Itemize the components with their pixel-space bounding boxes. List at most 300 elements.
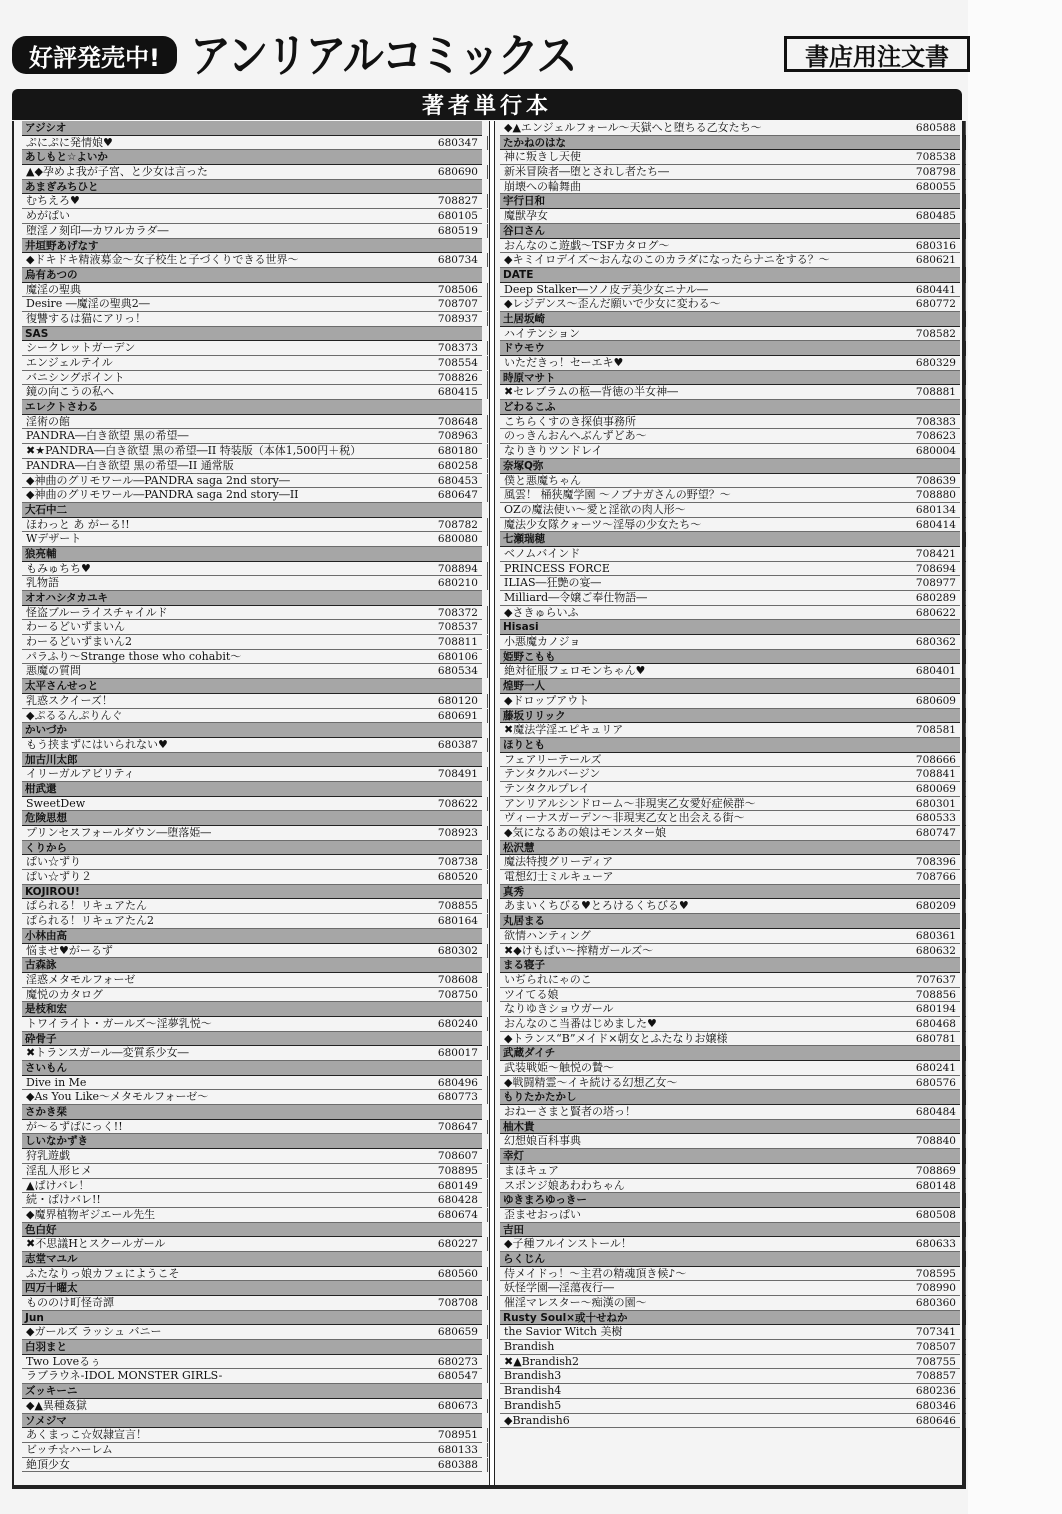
- book-title: ◆さきゅらいふ: [504, 605, 579, 619]
- order-code: 708607: [437, 1150, 478, 1163]
- quantity-box[interactable]: [965, 1237, 990, 1251]
- quantity-box[interactable]: [965, 1179, 990, 1193]
- book-title: わーるどいずまいん2: [26, 635, 132, 649]
- order-code: 680621: [915, 254, 956, 267]
- title-row: [22, 855, 482, 870]
- title-row: [500, 1414, 960, 1429]
- title-row: [500, 209, 960, 224]
- quantity-box[interactable]: [965, 855, 990, 869]
- title-row: [500, 518, 960, 533]
- quantity-box[interactable]: [965, 811, 990, 825]
- quantity-box[interactable]: [965, 870, 990, 884]
- book-title: ◆ガールズ ラッシュ バニー: [26, 1325, 162, 1339]
- book-title: 小悪魔カノジョ: [504, 635, 581, 649]
- quantity-box[interactable]: [965, 1399, 990, 1413]
- quantity-box[interactable]: [965, 723, 990, 737]
- order-code: 680273: [437, 1355, 478, 1368]
- order-code: 680133: [437, 1443, 478, 1456]
- order-code: 680468: [915, 1017, 956, 1030]
- order-code: 680329: [915, 357, 956, 369]
- quantity-box[interactable]: [965, 121, 990, 135]
- title-row: [22, 1017, 482, 1032]
- order-code: 680236: [915, 1385, 956, 1398]
- book-title: まほキュア: [504, 1163, 559, 1177]
- quantity-box[interactable]: [965, 944, 990, 958]
- title-row: [500, 444, 960, 459]
- quantity-box[interactable]: [965, 797, 990, 811]
- order-code: 708639: [915, 474, 956, 487]
- page-header: [12, 29, 962, 83]
- title-row: [22, 1325, 482, 1340]
- author-heading: 奈塚Q弥: [500, 459, 960, 474]
- book-title: 風雲！ 桶狭魔学園 ～ノブナガさんの野望？～: [504, 488, 731, 502]
- order-code: 708608: [437, 973, 478, 986]
- title-row: [22, 899, 482, 914]
- book-title: ぱられる！リキュアたん2: [26, 914, 154, 928]
- quantity-box[interactable]: [487, 1443, 512, 1457]
- title-row: [500, 591, 960, 606]
- order-code: 708755: [915, 1355, 956, 1368]
- order-code: 680659: [437, 1326, 478, 1339]
- author-heading: DATE: [500, 268, 960, 283]
- order-code: 708647: [437, 1120, 478, 1133]
- title-row: [500, 180, 960, 195]
- quantity-box[interactable]: [965, 1355, 990, 1369]
- title-row: [22, 1355, 482, 1370]
- book-title: ◆ぷるるんぷりんぐ: [26, 708, 123, 722]
- author-heading: 是枝和宏: [22, 1002, 482, 1017]
- book-title: 魔獣孕女: [504, 209, 548, 223]
- book-title: Two Loveるぅ: [26, 1354, 102, 1368]
- author-heading: 古森詠: [22, 958, 482, 973]
- quantity-box[interactable]: [965, 1134, 990, 1148]
- title-row: [22, 709, 482, 724]
- title-row: [22, 650, 482, 665]
- order-code: 708707: [437, 298, 478, 311]
- quantity-box[interactable]: [965, 1164, 990, 1178]
- quantity-box[interactable]: [965, 1105, 990, 1119]
- book-title: ◆ドロップアウト: [504, 693, 590, 707]
- title-row: [500, 797, 960, 812]
- title-row: [500, 1237, 960, 1252]
- book-title: むちえろ♥: [26, 194, 80, 208]
- title-row: [22, 826, 482, 841]
- title-row: [500, 1399, 960, 1414]
- on-sale-badge: 好評発売中!: [12, 36, 177, 74]
- title-row: [500, 973, 960, 988]
- order-code: 708937: [437, 312, 478, 325]
- order-code: 708880: [915, 489, 956, 502]
- quantity-box[interactable]: [965, 1208, 990, 1222]
- quantity-box[interactable]: [965, 1061, 990, 1075]
- order-code: 708383: [915, 415, 956, 428]
- book-title: わーるどいずまいん: [26, 620, 125, 634]
- quantity-box[interactable]: [965, 562, 990, 576]
- book-title: 電想幻士ミルキューア: [504, 870, 614, 884]
- author-heading: KOJIROU!: [22, 885, 482, 900]
- title-row: [22, 738, 482, 753]
- book-title: 怪盗ブルーライスチャイルド: [26, 605, 168, 619]
- book-title: シークレットガーデン: [26, 341, 136, 355]
- quantity-box[interactable]: [487, 1428, 512, 1442]
- title-row: [22, 356, 482, 371]
- quantity-box[interactable]: [965, 694, 990, 708]
- title-row: [500, 855, 960, 870]
- title-row: [500, 694, 960, 709]
- quantity-box[interactable]: [965, 150, 990, 164]
- book-title: 侍メイドっ！～主君の精魂頂き候♪～: [504, 1266, 687, 1280]
- quantity-box[interactable]: [965, 488, 990, 502]
- title-row: [22, 664, 482, 679]
- quantity-box[interactable]: [965, 327, 990, 341]
- quantity-box[interactable]: [965, 415, 990, 429]
- title-row: [22, 620, 482, 635]
- order-code: 708507: [915, 1341, 956, 1354]
- title-row: [500, 415, 960, 430]
- title-row: [500, 562, 960, 577]
- book-title: バニシングポイント: [26, 370, 125, 384]
- order-code: 708506: [437, 283, 478, 296]
- quantity-box[interactable]: [965, 503, 990, 517]
- quantity-box[interactable]: [965, 165, 990, 179]
- title-row: [500, 1267, 960, 1282]
- author-heading: オオハシタカユキ: [22, 591, 482, 606]
- title-row: [22, 870, 482, 885]
- order-code: 680347: [437, 136, 478, 149]
- title-row: [500, 503, 960, 518]
- title-row: [22, 1458, 482, 1473]
- title-row: [22, 1296, 482, 1311]
- author-heading: 宇行日和: [500, 194, 960, 209]
- book-title: SweetDew: [26, 796, 86, 810]
- quantity-box[interactable]: [965, 591, 990, 605]
- quantity-box[interactable]: [965, 1340, 990, 1354]
- book-title: 魔法特捜グリーディア: [504, 855, 614, 869]
- imprint-logo: アンリアルコミックス: [190, 29, 576, 83]
- quantity-box[interactable]: [965, 1267, 990, 1281]
- title-row: [500, 1076, 960, 1091]
- book-title: こちらくすのき探偵事務所: [504, 414, 636, 428]
- quantity-box[interactable]: [965, 444, 990, 458]
- book-title: Desire ―魔淫の聖典2―: [26, 297, 150, 311]
- book-title: パラふり～Strange those who cohabit～: [26, 649, 242, 663]
- title-row: [500, 121, 960, 136]
- order-code: 708869: [915, 1164, 956, 1177]
- book-title: 魔悦のカタログ: [26, 987, 103, 1001]
- title-row: [500, 723, 960, 738]
- author-heading: さいもん: [22, 1061, 482, 1076]
- title-row: [22, 1267, 482, 1282]
- author-heading: もりたかたかし: [500, 1090, 960, 1105]
- order-code: 680194: [915, 1003, 956, 1016]
- quantity-box[interactable]: [965, 899, 990, 913]
- quantity-box[interactable]: [487, 1458, 512, 1472]
- quantity-box[interactable]: [965, 1002, 990, 1016]
- order-code: 680547: [437, 1370, 478, 1383]
- title-row: [22, 914, 482, 929]
- title-row: [22, 988, 482, 1003]
- book-title: PRINCESS FORCE: [504, 561, 610, 575]
- book-title: 復讐するは猫にアリっ！: [26, 311, 147, 325]
- author-heading: アジシオ: [22, 121, 482, 136]
- quantity-box[interactable]: [965, 283, 990, 297]
- title-row: [22, 1369, 482, 1384]
- order-code: 680069: [915, 782, 956, 795]
- order-code: 708782: [437, 518, 478, 531]
- order-code: 708840: [915, 1135, 956, 1148]
- order-code: 680227: [437, 1238, 478, 1251]
- catalog-column-right: [500, 121, 960, 1428]
- title-row: [500, 988, 960, 1003]
- order-code: 680106: [437, 650, 478, 663]
- quantity-box[interactable]: [965, 253, 990, 267]
- title-row: [500, 356, 960, 371]
- order-code: 680401: [915, 665, 956, 678]
- book-title: 僕と悪魔ちゃん: [504, 473, 581, 487]
- book-title: が～るずぱにっく!!: [26, 1119, 123, 1133]
- title-row: [22, 209, 482, 224]
- book-title: 鏡の向こうの私へ: [26, 385, 114, 399]
- author-heading: ほりとも: [500, 738, 960, 753]
- book-title: Brandish4: [504, 1384, 562, 1398]
- book-title: 絶頂少女: [26, 1457, 70, 1471]
- section-title-text: 著者単行本: [421, 94, 552, 119]
- author-heading: どわるこふ: [500, 400, 960, 415]
- order-code: 708396: [915, 856, 956, 869]
- quantity-box[interactable]: [965, 782, 990, 796]
- book-title: 堕淫ノ刻印―カワルカラダ―: [26, 223, 169, 237]
- title-row: [22, 1164, 482, 1179]
- book-title: 妖怪学園―淫蕩夜行―: [504, 1281, 614, 1295]
- quantity-box[interactable]: [965, 180, 990, 194]
- quantity-box[interactable]: [965, 518, 990, 532]
- book-title: テンタクルバージン: [504, 767, 601, 781]
- quantity-box[interactable]: [965, 1076, 990, 1090]
- quantity-box[interactable]: [965, 239, 990, 253]
- author-heading: SAS: [22, 327, 482, 342]
- quantity-box[interactable]: [965, 547, 990, 561]
- book-title: おんなのこ遊戯～TSFカタログ～: [504, 238, 670, 252]
- quantity-box[interactable]: [965, 606, 990, 620]
- order-code: 708750: [437, 988, 478, 1001]
- author-heading: かいづか: [22, 723, 482, 738]
- title-row: [500, 165, 960, 180]
- title-row: [22, 635, 482, 650]
- order-code: 680210: [437, 577, 478, 590]
- title-row: [22, 312, 482, 327]
- author-heading: エレクトさわる: [22, 400, 482, 415]
- book-title: Brandish: [504, 1340, 555, 1354]
- quantity-box[interactable]: [965, 988, 990, 1002]
- book-title: ラブラウネ-IDOL MONSTER GIRLS-: [26, 1369, 223, 1383]
- quantity-box[interactable]: [965, 1369, 990, 1383]
- quantity-box[interactable]: [965, 429, 990, 443]
- quantity-box[interactable]: [965, 209, 990, 223]
- order-code: 707637: [915, 973, 956, 986]
- quantity-box[interactable]: [965, 767, 990, 781]
- title-row: [22, 1193, 482, 1208]
- order-code: 708977: [915, 577, 956, 590]
- book-title: Milliard―令嬢ご奉仕物語―: [504, 591, 648, 604]
- title-row: [22, 371, 482, 386]
- title-row: [22, 429, 482, 444]
- quantity-box[interactable]: [965, 1414, 990, 1428]
- quantity-box[interactable]: [965, 929, 990, 943]
- order-code: 680180: [437, 445, 478, 458]
- title-row: [22, 224, 482, 239]
- title-row: [22, 1090, 482, 1105]
- book-title: ベノムバインド: [504, 546, 581, 560]
- title-row: [22, 253, 482, 268]
- book-title: PANDRA―白き欲望 黒の希望―: [26, 429, 189, 443]
- order-code: 707341: [915, 1326, 956, 1339]
- author-heading: ズッキーニ: [22, 1384, 482, 1399]
- author-heading: 烏有あつの: [22, 268, 482, 283]
- title-row: [22, 385, 482, 400]
- title-row: [22, 474, 482, 489]
- order-code: 708856: [915, 988, 956, 1001]
- order-code: 708766: [915, 871, 956, 884]
- order-code: 680241: [915, 1062, 956, 1074]
- order-code: 680258: [437, 459, 478, 472]
- order-code: 680302: [437, 944, 478, 957]
- book-title: Brandish3: [504, 1369, 562, 1383]
- title-row: [500, 488, 960, 503]
- title-row: [500, 385, 960, 400]
- title-row: [22, 532, 482, 547]
- book-title: ◆戦闘精霊～イキ続ける幻想乙女～: [504, 1075, 678, 1089]
- author-heading: しいなかずき: [22, 1134, 482, 1149]
- order-code: 708708: [437, 1297, 478, 1309]
- title-row: [22, 341, 482, 356]
- book-title: ぱい☆ずり２: [26, 870, 92, 884]
- book-title: ◆気になるあの娘はモンスター娘: [504, 826, 667, 839]
- quantity-box[interactable]: [965, 356, 990, 370]
- catalog-column-left: [22, 121, 482, 1472]
- book-title: Brandish5: [504, 1398, 562, 1412]
- order-code: 708623: [915, 430, 956, 443]
- quantity-box[interactable]: [965, 1017, 990, 1031]
- title-row: [22, 488, 482, 503]
- book-title: 神に叛きし天使: [504, 150, 581, 164]
- order-code: 680773: [437, 1091, 478, 1104]
- title-row: [500, 664, 960, 679]
- title-row: [22, 767, 482, 782]
- order-code: 680360: [915, 1297, 956, 1309]
- title-row: [500, 297, 960, 312]
- order-code: 680691: [437, 709, 478, 722]
- quantity-box[interactable]: [965, 576, 990, 590]
- book-title: ◆ドキドキ精液募金～女子校生と子づくりできる世界～: [26, 253, 299, 267]
- quantity-box[interactable]: [965, 1325, 990, 1339]
- book-title: おんなのこ当番はじめました♥: [504, 1016, 657, 1030]
- title-row: [500, 1032, 960, 1047]
- title-row: [500, 1281, 960, 1296]
- book-title: 淫乱人形ヒメ: [26, 1163, 92, 1177]
- order-code: 680240: [437, 1017, 478, 1030]
- order-code: 708622: [437, 797, 478, 810]
- order-code: 708798: [915, 166, 956, 179]
- author-heading: 志堂マユル: [22, 1252, 482, 1267]
- quantity-box[interactable]: [965, 385, 990, 399]
- order-code: 680576: [915, 1076, 956, 1089]
- title-row: [500, 239, 960, 254]
- author-heading: 松沢慧: [500, 841, 960, 856]
- book-title: Wデザート: [26, 532, 82, 546]
- book-title: ◆魔界植物ギジエール先生: [26, 1207, 156, 1221]
- author-heading: 白羽まと: [22, 1340, 482, 1355]
- quantity-box[interactable]: [965, 973, 990, 987]
- book-title: ぷにぷに発情娘♥: [26, 135, 113, 149]
- order-code: 708857: [915, 1370, 956, 1383]
- frame-bottom-rule: [12, 1485, 966, 1489]
- order-code: 680428: [437, 1194, 478, 1207]
- title-row: [500, 606, 960, 621]
- book-title: なりゆきショウガール: [504, 1002, 614, 1016]
- book-title: ✖セレブラムの柩―背徳の半女神―: [504, 385, 679, 399]
- author-heading: 谷口さん: [500, 224, 960, 239]
- author-heading: Rusty Soul×或十せねか: [500, 1311, 960, 1326]
- author-heading: 煌野一人: [500, 679, 960, 694]
- quantity-box[interactable]: [965, 826, 990, 840]
- quantity-box[interactable]: [965, 635, 990, 649]
- quantity-box[interactable]: [965, 1384, 990, 1398]
- author-heading: らくじん: [500, 1252, 960, 1267]
- author-heading: Jun: [22, 1311, 482, 1326]
- author-heading: まる寝子: [500, 958, 960, 973]
- book-title: ◆▲異種姦獄: [26, 1398, 87, 1412]
- quantity-box[interactable]: [965, 753, 990, 767]
- quantity-box[interactable]: [965, 1281, 990, 1295]
- book-title: ILIAS―狂艶の宴―: [504, 576, 602, 590]
- title-row: [22, 1428, 482, 1443]
- author-heading: 砕骨子: [22, 1032, 482, 1047]
- order-code: 680361: [915, 929, 956, 942]
- book-title: 幻想娘百科事典: [504, 1134, 581, 1148]
- order-code: 680055: [915, 180, 956, 193]
- title-row: [22, 136, 482, 151]
- title-row: [22, 973, 482, 988]
- title-row: [500, 1134, 960, 1149]
- book-title: ◆キミイロデイズ～おんなのこのカラダになったらナニをする？～: [504, 253, 830, 267]
- title-row: [22, 1120, 482, 1135]
- book-title: ▲ぱけバレ！: [26, 1178, 90, 1192]
- book-title: あまいくちびる♥とろけるくちびる♥: [504, 899, 689, 913]
- book-title: ◆神曲のグリモワール―PANDRA saga 2nd story―II: [26, 488, 299, 502]
- book-title: ◆▲エンジェルフォール～天獄へと堕ちる乙女たち～: [504, 121, 762, 134]
- order-code: 708894: [437, 562, 478, 575]
- book-title: ◆トランス“B”メイド×朝女とふたなりお嬢様: [504, 1031, 728, 1045]
- book-title: ヴィーナスガーデン～非現実乙女と出会える街～: [504, 811, 745, 825]
- quantity-box[interactable]: [965, 297, 990, 311]
- quantity-box[interactable]: [965, 1032, 990, 1046]
- order-code: 680120: [437, 694, 478, 707]
- order-code: 708373: [437, 342, 478, 355]
- book-title: いぢられにゃのこ: [504, 972, 592, 986]
- book-title: もう挟まずにはいられない♥: [26, 737, 168, 751]
- book-title: 乳物語: [26, 576, 59, 590]
- quantity-box[interactable]: [965, 474, 990, 488]
- order-code: 680316: [915, 239, 956, 252]
- quantity-box[interactable]: [965, 1296, 990, 1310]
- order-code: 708491: [437, 768, 478, 781]
- title-row: [22, 1179, 482, 1194]
- quantity-box[interactable]: [965, 664, 990, 678]
- book-title: ✖▲Brandish2: [504, 1354, 579, 1368]
- order-code: 708581: [915, 724, 956, 737]
- order-code: 680622: [915, 606, 956, 619]
- title-row: [22, 1208, 482, 1223]
